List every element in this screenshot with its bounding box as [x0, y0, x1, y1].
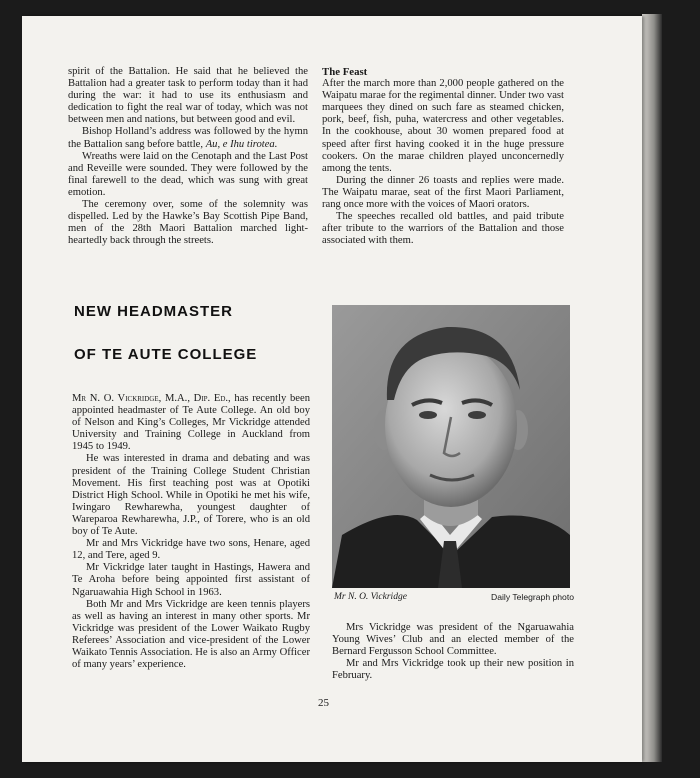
- top-left-column: [68, 66, 308, 247]
- photo-caption: [334, 592, 574, 602]
- hymn-title: Au, e Ihu tirotea.: [205, 138, 278, 150]
- lead-text: has recently been appointed headmaster of Te Aute College. An old boy of Nelson and King’s Colleges, Mr Vickridge attended University and Training College in Auckland from 1945 to 1949.: [72, 393, 310, 453]
- portrait-photo: [332, 305, 570, 588]
- paragraph: Mr and Mrs Vickridge took up their new position in February.: [332, 658, 574, 682]
- paragraph: During the dinner 26 toasts and replies were made. The Waipatu marae, seat of the first Maori Parliament, rang once more with the voices of Maori orators.: [322, 174, 564, 211]
- section-subheading: The Feast: [322, 66, 368, 78]
- scan-background: [0, 0, 22, 778]
- paragraph: He was interested in drama and debating and was president of the Training College Student Christian Movement. His first teaching post was at Opotiki District High School. While in Opotiki he met his wife, Iwingaro Rewharewha, youngest daughter of Wareparoa Rewharewha, J.P., of Torere, who is an old boy of Te Aute.: [72, 453, 310, 538]
- paragraph: [68, 126, 308, 150]
- paragraph-text: Bishop Holland’s address was followed by the hymn the Battalion sang before battle,: [68, 126, 308, 150]
- portrait-illustration: [332, 305, 570, 588]
- page-edge-shadow: [642, 14, 662, 762]
- paragraph: Mr and Mrs Vickridge have two sons, Henare, aged 12, and Tere, aged 9.: [72, 538, 310, 562]
- caption-name: Mr N. O. Vickridge: [334, 592, 407, 602]
- top-right-column: [322, 66, 564, 247]
- paragraph: Wreaths were laid on the Cenotaph and the Last Post and Reveille were sounded. They were followed by the final farewell to the dead, which was sung with great emotion.: [68, 150, 308, 198]
- lead-name: Mr N. O. Vickridge, M.A., Dip. Ed.,: [72, 393, 231, 404]
- paragraph: After the march more than 2,000 people gathered on the Waipatu marae for the regimental dinner. Under two vast marquees they dined on such fare as steamed chicken, pork, beef, fish, puha, watercress and other vegetables. In the cookhouse, about 30 women prepared food at speed after first having cooked it in the huge pressure cookers. On the marae children played unconcernedly among the tents.: [322, 78, 564, 174]
- page-number: 25: [318, 697, 329, 709]
- headline-line-1: NEW HEADMASTER: [74, 303, 233, 320]
- article-lead: [72, 393, 310, 453]
- paragraph: Mrs Vickridge was president of the Ngaruawahia Young Wives’ Club and an elected member of the Bernard Fergusson School Committee.: [332, 622, 574, 658]
- paragraph: The ceremony over, some of the solemnity was dispelled. Led by the Hawke’s Bay Scottish Pipe Band, men of the 28th Maori Battalion marched light-heartedly back through the streets.: [68, 199, 308, 247]
- paragraph: The speeches recalled old battles, and paid tribute after tribute to the warriors of the Battalion and those associated with them.: [322, 211, 564, 247]
- article-continued-column: [332, 622, 574, 682]
- caption-credit: Daily Telegraph photo: [491, 592, 574, 602]
- paragraph: Both Mr and Mrs Vickridge are keen tennis players as well as having an interest in many other sports. Mr Vickridge was president of the Lower Waikato Rugby Referees’ Association and vice-president of the Lower Waikato Tennis Association. He is also an Army Officer of many years’ experience.: [72, 598, 310, 671]
- paragraph: Mr Vickridge later taught in Hastings, Hawera and Te Aroha before being appointed first assistant of Ngaruawahia High School in 1963.: [72, 562, 310, 598]
- article-column: [72, 393, 310, 671]
- paragraph: spirit of the Battalion. He said that he believed the Battalion had a greater task to perform today than it had during the war: it had to use its enthusiasm and dedication to fight the real war of today, which was not between men and nations, but between good and evil.: [68, 66, 308, 126]
- headline-line-2: OF TE AUTE COLLEGE: [74, 346, 258, 363]
